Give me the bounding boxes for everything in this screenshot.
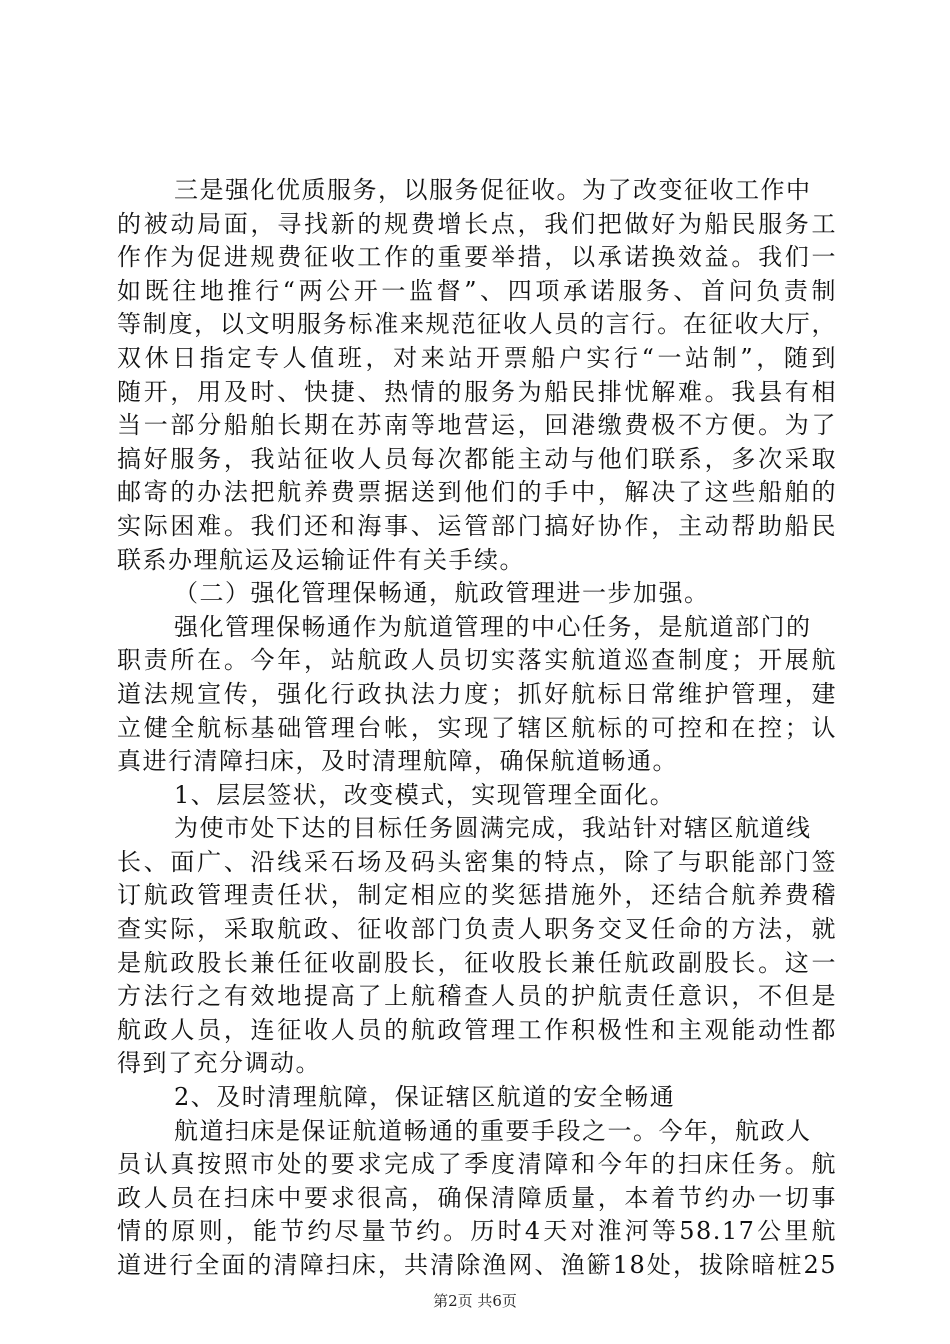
text-line: 邮寄的办法把航养费票据送到他们的手中，解决了这些船舶的: [117, 478, 837, 507]
text-line: 如既往地推行“两公开一监督”、四项承诺服务、首问负责制: [117, 276, 837, 305]
page-number: 第2页 共6页: [433, 1292, 517, 1310]
text-line: 道法规宣传，强化行政执法力度；抓好航标日常维护管理，建: [117, 679, 837, 708]
text-line: 联系办理航运及运输证件有关手续。: [117, 545, 525, 574]
text-line: 道进行全面的清障扫床，共清除渔网、渔簖18处，拔除暗桩25: [117, 1251, 837, 1279]
text-line: 等制度，以文明服务标准来规范征收人员的言行。在征收大厅，: [117, 310, 837, 339]
subsection-heading: 1、层层签状，改变模式，实现管理全面化。: [174, 780, 676, 809]
text-line: 为使市处下达的目标任务圆满完成，我站针对辖区航道线: [174, 814, 812, 843]
text-line: 员认真按照市处的要求完成了季度清障和今年的扫床任务。航: [117, 1150, 837, 1179]
text-line: 航政人员，连征收人员的航政管理工作积极性和主观能动性都: [117, 1015, 837, 1044]
text-line: 搞好服务，我站征收人员每次都能主动与他们联系，多次采取: [117, 444, 837, 473]
text-line: 作作为促进规费征收工作的重要举措，以承诺换效益。我们一: [117, 243, 837, 272]
text-line: 强化管理保畅通作为航道管理的中心任务，是航道部门的: [174, 612, 812, 641]
text-line: 三是强化优质服务，以服务促征收。为了改变征收工作中: [174, 176, 812, 204]
text-line: 航道扫床是保证航道畅通的重要手段之一。今年，航政人: [174, 1116, 812, 1145]
text-line: 得到了充分调动。: [117, 1049, 321, 1078]
text-line: 情的原则，能节约尽量节约。历时4天对淮河等58.17公里航: [117, 1217, 837, 1246]
text-line: 订航政管理责任状，制定相应的奖惩措施外，还结合航养费稽: [117, 881, 837, 910]
text-line: 方法行之有效地提高了上航稽查人员的护航责任意识，不但是: [117, 982, 837, 1011]
subsection-heading: 2、及时清理航障，保证辖区航道的安全畅通: [174, 1083, 676, 1112]
text-line: 双休日指定专人值班，对来站开票船户实行“一站制”，随到: [117, 343, 837, 372]
text-line: 真进行清障扫床，及时清理航障，确保航道畅通。: [117, 747, 678, 776]
text-line: 当一部分船舶长期在苏南等地营运，回港缴费极不方便。为了: [117, 411, 837, 440]
text-line: 是航政股长兼任征收副股长，征收股长兼任航政副股长。这一: [117, 948, 837, 977]
text-line: 立健全航标基础管理台帐，实现了辖区航标的可控和在控；认: [117, 713, 837, 742]
text-line: 的被动局面，寻找新的规费增长点，我们把做好为船民服务工: [117, 209, 837, 238]
text-line: 随开，用及时、快捷、热情的服务为船民排忧解难。我县有相: [117, 377, 837, 406]
body-text: [117, 174, 837, 1283]
text-line: 查实际，采取航政、征收部门负责人职务交叉任命的方法，就: [117, 915, 837, 944]
section-heading: （二）强化管理保畅通，航政管理进一步加强。: [174, 579, 710, 608]
text-line: 实际困难。我们还和海事、运管部门搞好协作，主动帮助船民: [117, 511, 837, 540]
text-line: 政人员在扫床中要求很高，确保清障质量，本着节约办一切事: [117, 1183, 837, 1212]
text-line: 长、面广、沿线采石场及码头密集的特点，除了与职能部门签: [117, 847, 837, 876]
text-line: 职责所在。今年，站航政人员切实落实航道巡查制度；开展航: [117, 646, 837, 675]
